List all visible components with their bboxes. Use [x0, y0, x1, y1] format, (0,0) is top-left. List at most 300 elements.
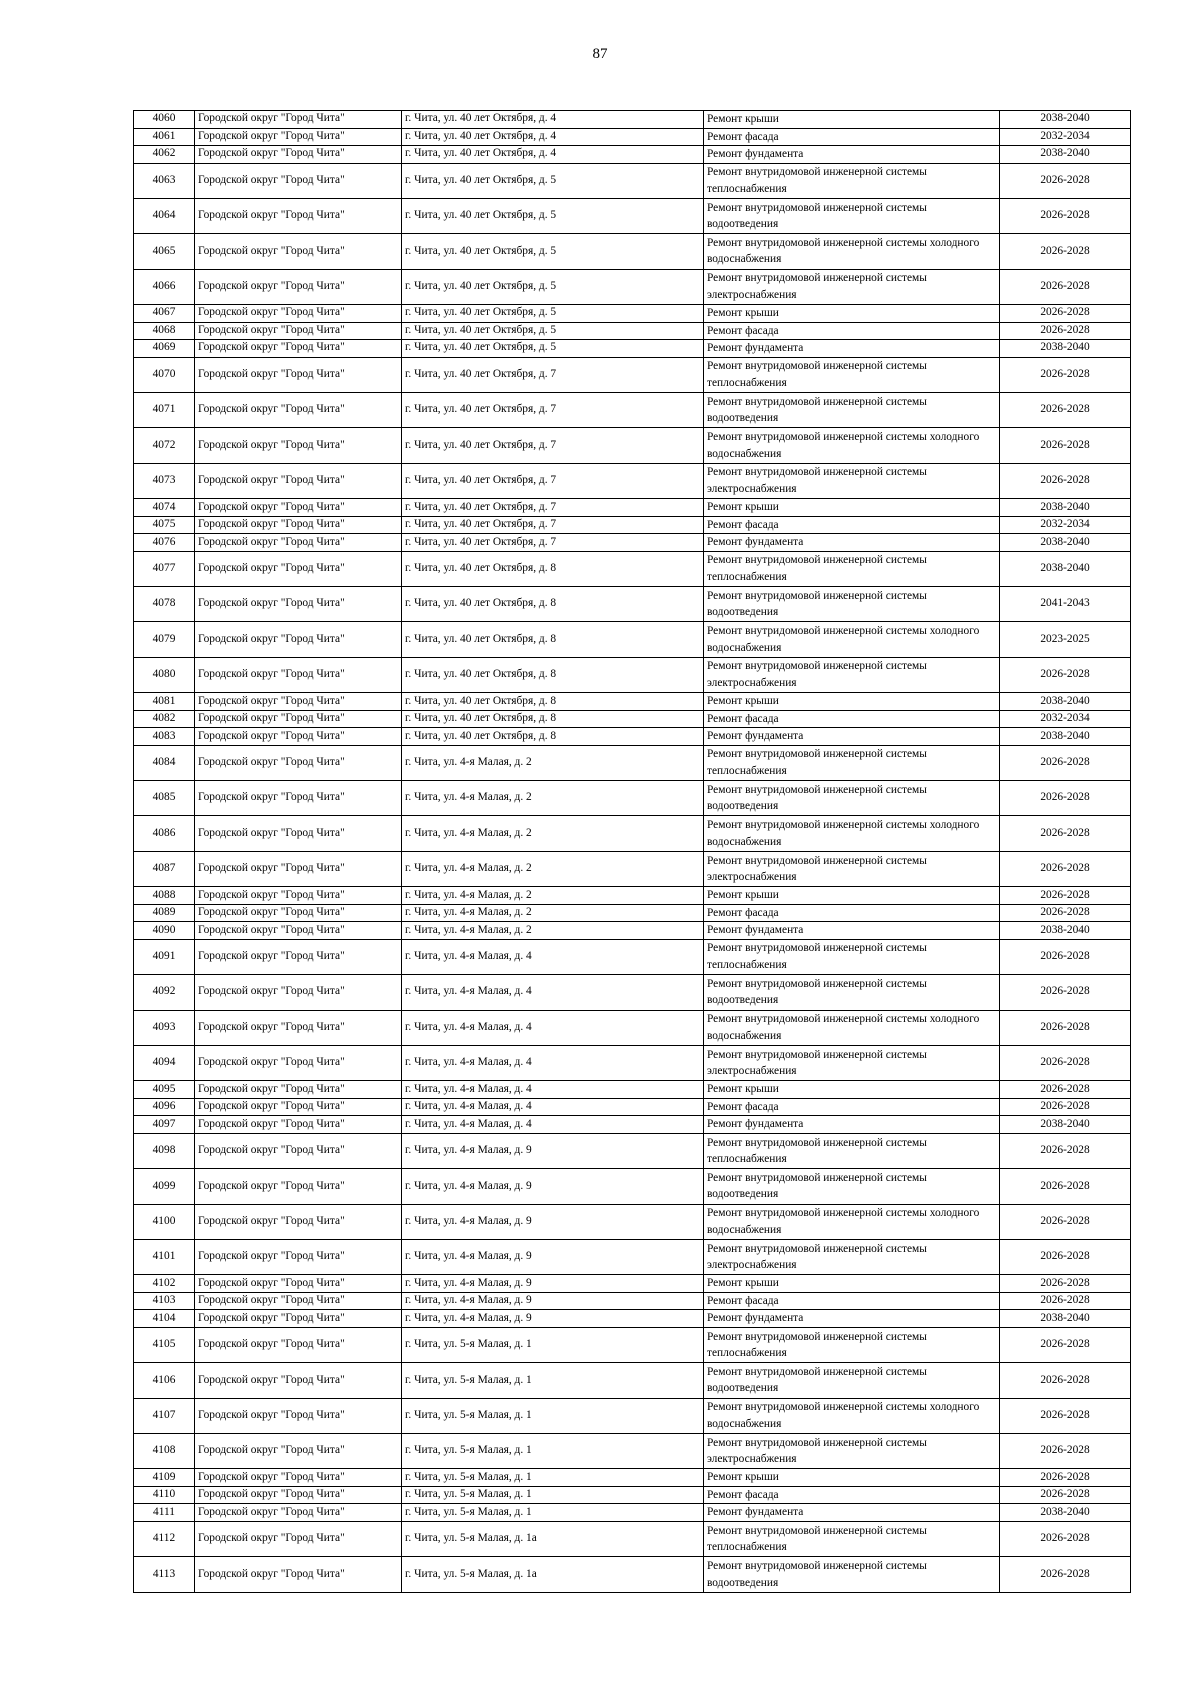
work-type-cell: Ремонт крыши [704, 1469, 1000, 1487]
work-type-cell: Ремонт внутридомовой инженерной системы электроснабжения [704, 269, 1000, 304]
municipality-cell: Городской округ "Город Чита" [195, 340, 402, 358]
work-type-cell: Ремонт фундамента [704, 340, 1000, 358]
address-cell: г. Чита, ул. 5-я Малая, д. 1 [402, 1504, 704, 1522]
municipality-cell: Городской округ "Город Чита" [195, 128, 402, 146]
municipality-cell: Городской округ "Город Чита" [195, 1310, 402, 1328]
municipality-cell: Городской округ "Город Чита" [195, 322, 402, 340]
address-cell: г. Чита, ул. 4-я Малая, д. 4 [402, 1010, 704, 1045]
work-type-cell: Ремонт фасада [704, 1098, 1000, 1116]
period-cell: 2026-2028 [1000, 1469, 1131, 1487]
table-row [134, 463, 1131, 498]
row-number-cell: 4066 [134, 269, 195, 304]
municipality-cell: Городской округ "Город Чита" [195, 1116, 402, 1134]
address-cell: г. Чита, ул. 4-я Малая, д. 4 [402, 1098, 704, 1116]
row-number-cell: 4072 [134, 428, 195, 463]
row-number-cell: 4077 [134, 551, 195, 586]
table-row [134, 1434, 1131, 1469]
table-row [134, 1521, 1131, 1556]
work-type-cell: Ремонт фасада [704, 516, 1000, 534]
row-number-cell: 4064 [134, 198, 195, 233]
row-number-cell: 4087 [134, 851, 195, 886]
period-cell: 2026-2028 [1000, 305, 1131, 323]
address-cell: г. Чита, ул. 40 лет Октября, д. 8 [402, 693, 704, 711]
address-cell: г. Чита, ул. 4-я Малая, д. 9 [402, 1169, 704, 1204]
period-cell: 2026-2028 [1000, 1204, 1131, 1239]
period-cell: 2038-2040 [1000, 922, 1131, 940]
period-cell: 2038-2040 [1000, 1116, 1131, 1134]
row-number-cell: 4110 [134, 1486, 195, 1504]
period-cell: 2038-2040 [1000, 693, 1131, 711]
work-type-cell: Ремонт крыши [704, 693, 1000, 711]
table-row [134, 516, 1131, 534]
address-cell: г. Чита, ул. 40 лет Октября, д. 5 [402, 340, 704, 358]
address-cell: г. Чита, ул. 4-я Малая, д. 4 [402, 975, 704, 1010]
row-number-cell: 4099 [134, 1169, 195, 1204]
period-cell: 2026-2028 [1000, 1363, 1131, 1398]
table-row [134, 816, 1131, 851]
work-type-cell: Ремонт внутридомовой инженерной системы электроснабжения [704, 657, 1000, 692]
table-row [134, 1098, 1131, 1116]
municipality-cell: Городской округ "Город Чита" [195, 1098, 402, 1116]
work-type-cell: Ремонт внутридомовой инженерной системы электроснабжения [704, 463, 1000, 498]
row-number-cell: 4091 [134, 939, 195, 974]
municipality-cell: Городской округ "Город Чита" [195, 1363, 402, 1398]
work-type-cell: Ремонт фундамента [704, 728, 1000, 746]
row-number-cell: 4080 [134, 657, 195, 692]
municipality-cell: Городской округ "Город Чита" [195, 1327, 402, 1362]
municipality-cell: Городской округ "Город Чита" [195, 816, 402, 851]
row-number-cell: 4112 [134, 1521, 195, 1556]
work-type-cell: Ремонт фундамента [704, 1116, 1000, 1134]
period-cell: 2023-2025 [1000, 622, 1131, 657]
period-cell: 2038-2040 [1000, 1504, 1131, 1522]
row-number-cell: 4111 [134, 1504, 195, 1522]
municipality-cell: Городской округ "Город Чита" [195, 939, 402, 974]
row-number-cell: 4084 [134, 745, 195, 780]
work-type-cell: Ремонт фасада [704, 1292, 1000, 1310]
work-type-cell: Ремонт внутридомовой инженерной системы холодного водоснабжения [704, 428, 1000, 463]
address-cell: г. Чита, ул. 40 лет Октября, д. 5 [402, 322, 704, 340]
municipality-cell: Городской округ "Город Чита" [195, 146, 402, 164]
table-row [134, 198, 1131, 233]
period-cell: 2038-2040 [1000, 1310, 1131, 1328]
row-number-cell: 4090 [134, 922, 195, 940]
work-type-cell: Ремонт внутридомовой инженерной системы теплоснабжения [704, 1327, 1000, 1362]
period-cell: 2026-2028 [1000, 1398, 1131, 1433]
row-number-cell: 4075 [134, 516, 195, 534]
municipality-cell: Городской округ "Город Чита" [195, 1133, 402, 1168]
row-number-cell: 4106 [134, 1363, 195, 1398]
address-cell: г. Чита, ул. 4-я Малая, д. 9 [402, 1275, 704, 1293]
address-cell: г. Чита, ул. 40 лет Октября, д. 8 [402, 587, 704, 622]
row-number-cell: 4097 [134, 1116, 195, 1134]
table-row [134, 922, 1131, 940]
municipality-cell: Городской округ "Город Чита" [195, 887, 402, 905]
work-type-cell: Ремонт внутридомовой инженерной системы электроснабжения [704, 851, 1000, 886]
table-row [134, 1504, 1131, 1522]
row-number-cell: 4069 [134, 340, 195, 358]
row-number-cell: 4101 [134, 1239, 195, 1274]
address-cell: г. Чита, ул. 4-я Малая, д. 2 [402, 745, 704, 780]
table-row [134, 551, 1131, 586]
period-cell: 2026-2028 [1000, 1098, 1131, 1116]
work-type-cell: Ремонт внутридомовой инженерной системы теплоснабжения [704, 939, 1000, 974]
row-number-cell: 4104 [134, 1310, 195, 1328]
table-row [134, 851, 1131, 886]
municipality-cell: Городской округ "Город Чита" [195, 1557, 402, 1592]
table-row [134, 1169, 1131, 1204]
period-cell: 2026-2028 [1000, 851, 1131, 886]
row-number-cell: 4079 [134, 622, 195, 657]
table-row [134, 534, 1131, 552]
row-number-cell: 4105 [134, 1327, 195, 1362]
period-cell: 2038-2040 [1000, 534, 1131, 552]
address-cell: г. Чита, ул. 40 лет Октября, д. 7 [402, 463, 704, 498]
work-type-cell: Ремонт внутридомовой инженерной системы теплоснабжения [704, 1133, 1000, 1168]
row-number-cell: 4100 [134, 1204, 195, 1239]
table-row [134, 587, 1131, 622]
address-cell: г. Чита, ул. 40 лет Октября, д. 7 [402, 392, 704, 427]
address-cell: г. Чита, ул. 5-я Малая, д. 1 [402, 1469, 704, 1487]
table-row [134, 111, 1131, 129]
work-type-cell: Ремонт внутридомовой инженерной системы водоотведения [704, 1169, 1000, 1204]
period-cell: 2032-2034 [1000, 516, 1131, 534]
work-type-cell: Ремонт фасада [704, 710, 1000, 728]
address-cell: г. Чита, ул. 4-я Малая, д. 2 [402, 816, 704, 851]
table-row [134, 322, 1131, 340]
work-type-cell: Ремонт внутридомовой инженерной системы теплоснабжения [704, 745, 1000, 780]
municipality-cell: Городской округ "Город Чита" [195, 163, 402, 198]
address-cell: г. Чита, ул. 40 лет Октября, д. 8 [402, 622, 704, 657]
period-cell: 2041-2043 [1000, 587, 1131, 622]
municipality-cell: Городской округ "Город Чита" [195, 1275, 402, 1293]
municipality-cell: Городской округ "Город Чита" [195, 269, 402, 304]
work-type-cell: Ремонт внутридомовой инженерной системы электроснабжения [704, 1434, 1000, 1469]
row-number-cell: 4062 [134, 146, 195, 164]
work-type-cell: Ремонт фундамента [704, 1504, 1000, 1522]
address-cell: г. Чита, ул. 40 лет Октября, д. 4 [402, 128, 704, 146]
period-cell: 2026-2028 [1000, 1239, 1131, 1274]
table-row [134, 234, 1131, 269]
municipality-cell: Городской округ "Город Чита" [195, 1292, 402, 1310]
row-number-cell: 4095 [134, 1081, 195, 1099]
work-type-cell: Ремонт фасада [704, 128, 1000, 146]
table-row [134, 887, 1131, 905]
work-type-cell: Ремонт фундамента [704, 534, 1000, 552]
municipality-cell: Городской округ "Город Чита" [195, 657, 402, 692]
municipality-cell: Городской округ "Город Чита" [195, 499, 402, 517]
address-cell: г. Чита, ул. 40 лет Октября, д. 8 [402, 551, 704, 586]
address-cell: г. Чита, ул. 40 лет Октября, д. 8 [402, 657, 704, 692]
municipality-cell: Городской округ "Город Чита" [195, 516, 402, 534]
period-cell: 2038-2040 [1000, 551, 1131, 586]
table-row [134, 1204, 1131, 1239]
municipality-cell: Городской округ "Город Чита" [195, 1010, 402, 1045]
address-cell: г. Чита, ул. 4-я Малая, д. 2 [402, 887, 704, 905]
row-number-cell: 4088 [134, 887, 195, 905]
table-row [134, 428, 1131, 463]
address-cell: г. Чита, ул. 4-я Малая, д. 4 [402, 1116, 704, 1134]
period-cell: 2026-2028 [1000, 1275, 1131, 1293]
row-number-cell: 4065 [134, 234, 195, 269]
period-cell: 2026-2028 [1000, 781, 1131, 816]
row-number-cell: 4103 [134, 1292, 195, 1310]
table-row [134, 781, 1131, 816]
address-cell: г. Чита, ул. 4-я Малая, д. 4 [402, 939, 704, 974]
municipality-cell: Городской округ "Город Чита" [195, 1204, 402, 1239]
row-number-cell: 4073 [134, 463, 195, 498]
municipality-cell: Городской округ "Город Чита" [195, 1081, 402, 1099]
page-number: 87 [592, 46, 608, 62]
row-number-cell: 4074 [134, 499, 195, 517]
row-number-cell: 4096 [134, 1098, 195, 1116]
address-cell: г. Чита, ул. 4-я Малая, д. 9 [402, 1239, 704, 1274]
municipality-cell: Городской округ "Город Чита" [195, 111, 402, 129]
municipality-cell: Городской округ "Город Чита" [195, 587, 402, 622]
row-number-cell: 4108 [134, 1434, 195, 1469]
municipality-cell: Городской округ "Город Чита" [195, 1521, 402, 1556]
period-cell: 2026-2028 [1000, 1045, 1131, 1080]
period-cell: 2038-2040 [1000, 728, 1131, 746]
work-type-cell: Ремонт внутридомовой инженерной системы холодного водоснабжения [704, 1398, 1000, 1433]
period-cell: 2026-2028 [1000, 198, 1131, 233]
row-number-cell: 4068 [134, 322, 195, 340]
municipality-cell: Городской округ "Город Чита" [195, 1504, 402, 1522]
municipality-cell: Городской округ "Город Чита" [195, 851, 402, 886]
row-number-cell: 4081 [134, 693, 195, 711]
municipality-cell: Городской округ "Город Чита" [195, 622, 402, 657]
period-cell: 2026-2028 [1000, 234, 1131, 269]
row-number-cell: 4098 [134, 1133, 195, 1168]
row-number-cell: 4092 [134, 975, 195, 1010]
municipality-cell: Городской округ "Город Чита" [195, 710, 402, 728]
work-type-cell: Ремонт внутридомовой инженерной системы водоотведения [704, 392, 1000, 427]
address-cell: г. Чита, ул. 40 лет Октября, д. 5 [402, 198, 704, 233]
table-row [134, 904, 1131, 922]
table-row [134, 657, 1131, 692]
address-cell: г. Чита, ул. 4-я Малая, д. 2 [402, 781, 704, 816]
work-type-cell: Ремонт крыши [704, 1081, 1000, 1099]
table-row [134, 1045, 1131, 1080]
table-row [134, 1275, 1131, 1293]
row-number-cell: 4063 [134, 163, 195, 198]
address-cell: г. Чита, ул. 40 лет Октября, д. 7 [402, 428, 704, 463]
work-type-cell: Ремонт фасада [704, 322, 1000, 340]
work-type-cell: Ремонт внутридомовой инженерной системы электроснабжения [704, 1045, 1000, 1080]
address-cell: г. Чита, ул. 4-я Малая, д. 2 [402, 922, 704, 940]
work-type-cell: Ремонт фасада [704, 1486, 1000, 1504]
work-type-cell: Ремонт внутридомовой инженерной системы водоотведения [704, 975, 1000, 1010]
work-type-cell: Ремонт внутридомовой инженерной системы водоотведения [704, 781, 1000, 816]
work-type-cell: Ремонт фундамента [704, 922, 1000, 940]
address-cell: г. Чита, ул. 4-я Малая, д. 9 [402, 1310, 704, 1328]
table-row [134, 1327, 1131, 1362]
table-row [134, 1292, 1131, 1310]
work-type-cell: Ремонт внутридомовой инженерной системы водоотведения [704, 1557, 1000, 1592]
table-row [134, 728, 1131, 746]
address-cell: г. Чита, ул. 4-я Малая, д. 4 [402, 1081, 704, 1099]
period-cell: 2026-2028 [1000, 1133, 1131, 1168]
address-cell: г. Чита, ул. 5-я Малая, д. 1 [402, 1434, 704, 1469]
municipality-cell: Городской округ "Город Чита" [195, 1239, 402, 1274]
municipality-cell: Городской округ "Город Чита" [195, 234, 402, 269]
period-cell: 2026-2028 [1000, 1327, 1131, 1362]
work-type-cell: Ремонт крыши [704, 887, 1000, 905]
address-cell: г. Чита, ул. 4-я Малая, д. 9 [402, 1133, 704, 1168]
work-type-cell: Ремонт внутридомовой инженерной системы теплоснабжения [704, 163, 1000, 198]
address-cell: г. Чита, ул. 40 лет Октября, д. 8 [402, 728, 704, 746]
municipality-cell: Городской округ "Город Чита" [195, 392, 402, 427]
table-row [134, 1239, 1131, 1274]
repair-schedule-table [133, 110, 1131, 1593]
municipality-cell: Городской округ "Город Чита" [195, 1486, 402, 1504]
period-cell: 2026-2028 [1000, 357, 1131, 392]
table-row [134, 939, 1131, 974]
table-row [134, 305, 1131, 323]
address-cell: г. Чита, ул. 5-я Малая, д. 1 [402, 1363, 704, 1398]
table-row [134, 745, 1131, 780]
table-row [134, 1010, 1131, 1045]
row-number-cell: 4060 [134, 111, 195, 129]
period-cell: 2026-2028 [1000, 939, 1131, 974]
period-cell: 2038-2040 [1000, 146, 1131, 164]
address-cell: г. Чита, ул. 5-я Малая, д. 1а [402, 1521, 704, 1556]
municipality-cell: Городской округ "Город Чита" [195, 534, 402, 552]
work-type-cell: Ремонт внутридомовой инженерной системы водоотведения [704, 1363, 1000, 1398]
row-number-cell: 4070 [134, 357, 195, 392]
row-number-cell: 4089 [134, 904, 195, 922]
period-cell: 2026-2028 [1000, 269, 1131, 304]
period-cell: 2038-2040 [1000, 111, 1131, 129]
municipality-cell: Городской округ "Город Чита" [195, 1469, 402, 1487]
period-cell: 2026-2028 [1000, 657, 1131, 692]
row-number-cell: 4086 [134, 816, 195, 851]
address-cell: г. Чита, ул. 4-я Малая, д. 4 [402, 1045, 704, 1080]
municipality-cell: Городской округ "Город Чита" [195, 1169, 402, 1204]
address-cell: г. Чита, ул. 40 лет Октября, д. 5 [402, 305, 704, 323]
period-cell: 2026-2028 [1000, 392, 1131, 427]
municipality-cell: Городской округ "Город Чита" [195, 745, 402, 780]
municipality-cell: Городской округ "Город Чита" [195, 551, 402, 586]
period-cell: 2026-2028 [1000, 745, 1131, 780]
table-row [134, 1116, 1131, 1134]
address-cell: г. Чита, ул. 40 лет Октября, д. 7 [402, 516, 704, 534]
row-number-cell: 4085 [134, 781, 195, 816]
period-cell: 2026-2028 [1000, 1010, 1131, 1045]
work-type-cell: Ремонт фундамента [704, 146, 1000, 164]
period-cell: 2026-2028 [1000, 163, 1131, 198]
address-cell: г. Чита, ул. 5-я Малая, д. 1 [402, 1398, 704, 1433]
municipality-cell: Городской округ "Город Чита" [195, 904, 402, 922]
work-type-cell: Ремонт крыши [704, 111, 1000, 129]
row-number-cell: 4102 [134, 1275, 195, 1293]
period-cell: 2038-2040 [1000, 499, 1131, 517]
table-row [134, 1133, 1131, 1168]
address-cell: г. Чита, ул. 5-я Малая, д. 1 [402, 1327, 704, 1362]
table-row [134, 1081, 1131, 1099]
period-cell: 2026-2028 [1000, 1557, 1131, 1592]
row-number-cell: 4071 [134, 392, 195, 427]
table-row [134, 1557, 1131, 1592]
period-cell: 2032-2034 [1000, 710, 1131, 728]
row-number-cell: 4078 [134, 587, 195, 622]
table-row [134, 128, 1131, 146]
address-cell: г. Чита, ул. 4-я Малая, д. 2 [402, 904, 704, 922]
row-number-cell: 4082 [134, 710, 195, 728]
table-body [134, 111, 1131, 1593]
address-cell: г. Чита, ул. 40 лет Октября, д. 4 [402, 111, 704, 129]
period-cell: 2026-2028 [1000, 1521, 1131, 1556]
period-cell: 2026-2028 [1000, 322, 1131, 340]
work-type-cell: Ремонт крыши [704, 499, 1000, 517]
period-cell: 2026-2028 [1000, 904, 1131, 922]
row-number-cell: 4067 [134, 305, 195, 323]
table-row [134, 1363, 1131, 1398]
period-cell: 2026-2028 [1000, 975, 1131, 1010]
table-row [134, 499, 1131, 517]
municipality-cell: Городской округ "Город Чита" [195, 357, 402, 392]
address-cell: г. Чита, ул. 4-я Малая, д. 9 [402, 1292, 704, 1310]
period-cell: 2026-2028 [1000, 1434, 1131, 1469]
address-cell: г. Чита, ул. 40 лет Октября, д. 5 [402, 234, 704, 269]
work-type-cell: Ремонт внутридомовой инженерной системы теплоснабжения [704, 1521, 1000, 1556]
municipality-cell: Городской округ "Город Чита" [195, 463, 402, 498]
address-cell: г. Чита, ул. 40 лет Октября, д. 7 [402, 499, 704, 517]
address-cell: г. Чита, ул. 40 лет Октября, д. 4 [402, 146, 704, 164]
row-number-cell: 4061 [134, 128, 195, 146]
table-row [134, 1469, 1131, 1487]
work-type-cell: Ремонт фасада [704, 904, 1000, 922]
work-type-cell: Ремонт крыши [704, 305, 1000, 323]
table-row [134, 146, 1131, 164]
address-cell: г. Чита, ул. 40 лет Октября, д. 7 [402, 357, 704, 392]
work-type-cell: Ремонт фундамента [704, 1310, 1000, 1328]
address-cell: г. Чита, ул. 40 лет Октября, д. 7 [402, 534, 704, 552]
table-row [134, 392, 1131, 427]
work-type-cell: Ремонт внутридомовой инженерной системы водоотведения [704, 198, 1000, 233]
period-cell: 2026-2028 [1000, 816, 1131, 851]
work-type-cell: Ремонт внутридомовой инженерной системы водоотведения [704, 587, 1000, 622]
work-type-cell: Ремонт внутридомовой инженерной системы холодного водоснабжения [704, 1010, 1000, 1045]
period-cell: 2026-2028 [1000, 887, 1131, 905]
table-row [134, 710, 1131, 728]
work-type-cell: Ремонт внутридомовой инженерной системы электроснабжения [704, 1239, 1000, 1274]
work-type-cell: Ремонт внутридомовой инженерной системы холодного водоснабжения [704, 1204, 1000, 1239]
municipality-cell: Городской округ "Город Чита" [195, 1045, 402, 1080]
table-row [134, 693, 1131, 711]
municipality-cell: Городской округ "Город Чита" [195, 1434, 402, 1469]
table-row [134, 340, 1131, 358]
period-cell: 2026-2028 [1000, 428, 1131, 463]
address-cell: г. Чита, ул. 40 лет Октября, д. 5 [402, 269, 704, 304]
work-type-cell: Ремонт внутридомовой инженерной системы теплоснабжения [704, 357, 1000, 392]
address-cell: г. Чита, ул. 4-я Малая, д. 9 [402, 1204, 704, 1239]
period-cell: 2032-2034 [1000, 128, 1131, 146]
table-row [134, 1486, 1131, 1504]
table-row [134, 163, 1131, 198]
municipality-cell: Городской округ "Город Чита" [195, 922, 402, 940]
period-cell: 2026-2028 [1000, 1169, 1131, 1204]
table-row [134, 269, 1131, 304]
period-cell: 2026-2028 [1000, 1292, 1131, 1310]
row-number-cell: 4076 [134, 534, 195, 552]
municipality-cell: Городской округ "Город Чита" [195, 305, 402, 323]
work-type-cell: Ремонт внутридомовой инженерной системы теплоснабжения [704, 551, 1000, 586]
row-number-cell: 4083 [134, 728, 195, 746]
work-type-cell: Ремонт внутридомовой инженерной системы холодного водоснабжения [704, 234, 1000, 269]
period-cell: 2026-2028 [1000, 1081, 1131, 1099]
row-number-cell: 4113 [134, 1557, 195, 1592]
